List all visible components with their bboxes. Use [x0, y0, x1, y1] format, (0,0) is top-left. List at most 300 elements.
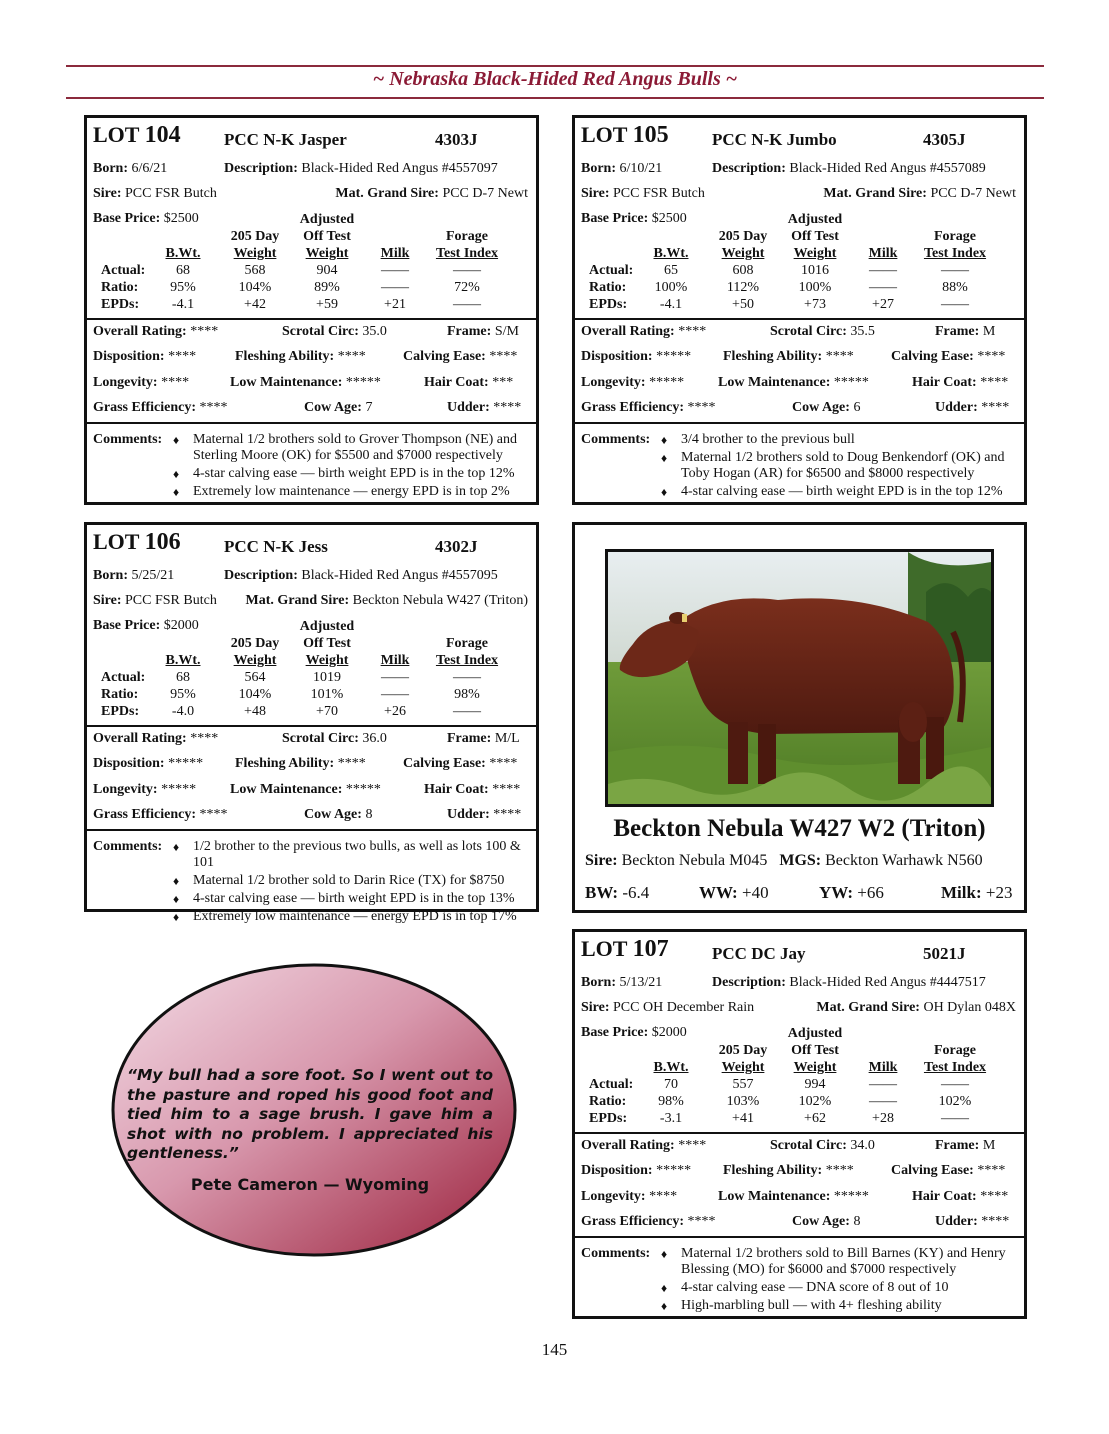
header-bwt-text: B.Wt.: [653, 246, 689, 261]
mgs-label: Mat. Grand Sire:: [245, 593, 350, 608]
cell-ratio-4: 102%: [938, 1094, 972, 1109]
comments-label: Comments:: [93, 432, 163, 447]
page-title: ~ Nebraska Black-Hided Red Angus Bulls ~: [372, 68, 738, 90]
cell-epds-4: ——: [453, 297, 481, 312]
rating-overall-value: ****: [678, 324, 707, 339]
born-value: 5/25/21: [131, 568, 175, 583]
mgs-field: [816, 1000, 1016, 1016]
rating-frame: [447, 324, 519, 340]
row-label-actual: Actual:: [589, 1077, 634, 1092]
rating-cow_age-value: 7: [365, 400, 373, 415]
col-header-adjusted: [780, 1025, 850, 1076]
rating-calving-label: Calving Ease:: [891, 349, 974, 364]
bullet-diamond-icon: ♦: [661, 451, 668, 465]
lot-number: [581, 936, 669, 963]
feature-sire-label: Sire:: [585, 852, 618, 869]
comment-item: [173, 839, 523, 871]
base-price-label: Base Price:: [581, 211, 649, 226]
rating-overall-value: ****: [190, 731, 219, 746]
col-header-milk: [853, 245, 913, 262]
rating-cow_age: [792, 1214, 860, 1230]
bullet-diamond-icon: ♦: [661, 433, 668, 447]
base-price-value: $2500: [163, 211, 199, 226]
sire-field: [581, 186, 705, 202]
rating-udder-label: Udder:: [935, 1214, 978, 1229]
header-forage-line1: Forage: [934, 1043, 976, 1058]
rating-calving: [403, 349, 517, 365]
cell-ratio-3: ——: [869, 1094, 897, 1109]
cell-ratio-1: 104%: [238, 280, 272, 295]
rating-scrotal: [770, 1138, 875, 1154]
born-label: Born:: [581, 975, 616, 990]
rating-frame: [447, 731, 520, 747]
comment-text: High-marbling bull — with 4+ fleshing ability: [681, 1298, 942, 1313]
cell-actual-1: 568: [244, 263, 266, 278]
lot-details: [575, 118, 1024, 320]
rating-disposition: [93, 349, 196, 365]
lot-details: [87, 118, 536, 320]
ratings-section: [575, 320, 1024, 424]
lot-prefix: LOT: [93, 529, 140, 554]
lot-number-value: 104: [144, 122, 181, 148]
lot-number: [93, 529, 181, 556]
col-header-forage: [422, 228, 512, 262]
base-price-value: $2500: [651, 211, 687, 226]
rating-disposition-value: *****: [168, 756, 204, 771]
feature-mgs-label: MGS:: [779, 852, 822, 869]
comments-label: Comments:: [581, 1246, 651, 1261]
header-adj-line3: Weight: [793, 246, 837, 261]
header-205-line1: 205 Day: [230, 229, 280, 244]
rating-longevity-value: ****: [649, 1189, 678, 1204]
lot-prefix: LOT: [581, 936, 628, 961]
header-forage-line2: Test Index: [923, 246, 987, 261]
col-header-adjusted: [780, 211, 850, 262]
bull-name: PCC N-K Jess: [224, 537, 328, 556]
rating-longevity-label: Longevity:: [93, 782, 158, 797]
description-field: [712, 975, 986, 991]
comment-text: Maternal 1/2 brothers sold to Grover Thompson (NE) and Sterling Moore (OK) for $5500 and $7000 respectively: [193, 432, 518, 463]
header-205-line2: Weight: [721, 1060, 765, 1075]
comments-label: Comments:: [581, 432, 651, 447]
rating-longevity-value: ****: [161, 375, 190, 390]
bullet-diamond-icon: ♦: [173, 892, 180, 906]
sire-value: PCC FSR Butch: [125, 186, 217, 201]
rating-cow_age: [304, 400, 372, 416]
header-adj-line1: Adjusted: [299, 212, 355, 227]
cell-epds-1: +42: [244, 297, 266, 312]
header-bwt-text: B.Wt.: [165, 653, 201, 668]
base-price-field: [581, 211, 687, 227]
rating-longevity-label: Longevity:: [581, 1189, 646, 1204]
row-label-ratio: Ratio:: [101, 280, 139, 295]
cell-actual-3: ——: [869, 263, 897, 278]
sire-field: [581, 1000, 754, 1016]
rating-longevity: [581, 1189, 677, 1205]
sire-value: PCC OH December Rain: [613, 1000, 755, 1015]
cell-ratio-2: 102%: [798, 1094, 832, 1109]
cell-actual-2: 904: [316, 263, 338, 278]
bull-code: 4303J: [435, 130, 478, 149]
feature-sire-name: Beckton Nebula W427 W2 (Triton): [613, 815, 986, 842]
row-label-epds: EPDs:: [589, 1111, 628, 1126]
description-label: Description:: [712, 161, 786, 176]
comment-item: [173, 909, 523, 925]
header-205-line2: Weight: [233, 653, 277, 668]
ratings-section: [87, 727, 536, 831]
cell-ratio-4: 88%: [942, 280, 968, 295]
feature-ww-label: WW:: [699, 883, 738, 902]
born-value: 6/6/21: [131, 161, 168, 176]
description-label: Description:: [224, 568, 298, 583]
cell-actual-0: 65: [664, 263, 678, 278]
sire-label: Sire:: [93, 186, 122, 201]
feature-bw-label: BW:: [585, 883, 619, 902]
comment-item: [173, 891, 523, 907]
rating-frame-label: Frame:: [935, 1138, 980, 1153]
rating-calving-value: ****: [977, 1163, 1006, 1178]
cell-ratio-3: ——: [869, 280, 897, 295]
row-label-actual: Actual:: [101, 670, 146, 685]
base-price-field: [581, 1025, 687, 1041]
rating-disposition-label: Disposition:: [93, 756, 165, 771]
cell-actual-0: 68: [176, 263, 190, 278]
header-205-line1: 205 Day: [230, 636, 280, 651]
rating-udder-value: ****: [493, 807, 522, 822]
rating-cow_age-label: Cow Age:: [304, 400, 362, 415]
rating-overall: [93, 324, 218, 340]
header-milk-text: Milk: [868, 246, 898, 261]
cell-epds-1: +50: [732, 297, 754, 312]
rating-udder-value: ****: [981, 1214, 1010, 1229]
lot-number-value: 105: [632, 122, 669, 148]
header-205-line1: 205 Day: [718, 229, 768, 244]
comment-text: 1/2 brother to the previous two bulls, as well as lots 100 & 101: [193, 839, 521, 870]
rating-scrotal-label: Scrotal Circ:: [770, 1138, 847, 1153]
rating-low_maint: [230, 782, 381, 798]
rating-scrotal-value: 35.5: [850, 324, 875, 339]
rating-grass: [93, 807, 228, 823]
rating-low_maint-value: *****: [345, 782, 381, 797]
row-label-actual: Actual:: [589, 263, 634, 278]
header-bwt-text: B.Wt.: [653, 1060, 689, 1075]
rating-fleshing: [235, 756, 366, 772]
col-header-adjusted: [292, 618, 362, 669]
rating-longevity-value: *****: [161, 782, 197, 797]
rating-fleshing-value: ****: [337, 756, 366, 771]
base-price-value: $2000: [651, 1025, 687, 1040]
col-header-205: [225, 635, 285, 669]
rating-scrotal-label: Scrotal Circ:: [770, 324, 847, 339]
rating-hair-label: Hair Coat:: [424, 375, 489, 390]
rating-scrotal: [282, 731, 387, 747]
comment-text: Maternal 1/2 brothers sold to Doug Benkendorf (OK) and Toby Hogan (AR) for $6500 and $8000 respectively: [681, 450, 1005, 481]
sire-value: PCC FSR Butch: [613, 186, 705, 201]
cell-ratio-0: 95%: [170, 280, 196, 295]
header-rule-bottom: [66, 97, 1044, 99]
row-label-epds: EPDs:: [101, 704, 140, 719]
col-header-forage: [910, 228, 1000, 262]
cell-actual-2: 994: [804, 1077, 826, 1092]
rating-longevity-label: Longevity:: [581, 375, 646, 390]
testimonial-author: Pete Cameron — Wyoming: [190, 1175, 430, 1194]
description-value: Black-Hided Red Angus #4447517: [789, 975, 986, 990]
comment-item: [173, 432, 523, 464]
cell-actual-4: ——: [453, 263, 481, 278]
cell-epds-4: ——: [453, 704, 481, 719]
comment-item: [173, 466, 523, 482]
rating-disposition: [581, 349, 691, 365]
rating-frame-label: Frame:: [447, 324, 492, 339]
comment-item: [661, 450, 1011, 482]
rating-cow_age-label: Cow Age:: [792, 400, 850, 415]
mgs-label: Mat. Grand Sire:: [335, 186, 439, 201]
description-field: [224, 161, 498, 177]
comment-text: 3/4 brother to the previous bull: [681, 432, 855, 447]
bull-image: [608, 552, 991, 804]
cell-actual-0: 70: [664, 1077, 678, 1092]
rating-hair: [424, 782, 520, 798]
col-header-bwt: [153, 245, 213, 262]
cell-ratio-4: 72%: [454, 280, 480, 295]
rating-frame: [935, 324, 995, 340]
bull-code: 4302J: [435, 537, 478, 556]
rating-grass-label: Grass Efficiency:: [581, 1214, 685, 1229]
rating-fleshing-value: ****: [825, 1163, 854, 1178]
bullet-diamond-icon: ♦: [661, 1247, 668, 1261]
rating-frame-label: Frame:: [935, 324, 980, 339]
header-forage-line1: Forage: [446, 229, 488, 244]
bullet-diamond-icon: ♦: [173, 840, 180, 854]
bullet-diamond-icon: ♦: [661, 1299, 668, 1313]
rating-hair-label: Hair Coat:: [912, 1189, 977, 1204]
cell-epds-3: +28: [872, 1111, 894, 1126]
col-header-milk: [853, 1059, 913, 1076]
rating-cow_age-label: Cow Age:: [792, 1214, 850, 1229]
cell-actual-4: ——: [453, 670, 481, 685]
comment-text: 4-star calving ease — birth weight EPD is in the top 12%: [193, 466, 515, 481]
col-header-adjusted: [292, 211, 362, 262]
lot-number-value: 106: [144, 529, 181, 555]
col-header-205: [713, 1042, 773, 1076]
comment-item: [661, 1246, 1011, 1278]
lot-details: [87, 525, 536, 727]
rating-longevity-value: *****: [649, 375, 685, 390]
rating-hair-value: ***: [492, 375, 514, 390]
col-header-forage: [422, 635, 512, 669]
rating-low_maint-value: *****: [833, 1189, 869, 1204]
cell-ratio-2: 101%: [310, 687, 344, 702]
feature-bw-value: -6.4: [622, 883, 650, 902]
col-header-205: [225, 228, 285, 262]
description-field: [224, 568, 498, 584]
header-milk-text: Milk: [380, 653, 410, 668]
rating-calving: [403, 756, 517, 772]
comment-item: [661, 484, 1011, 500]
bullet-diamond-icon: ♦: [173, 433, 180, 447]
header-adj-line1: Adjusted: [787, 1026, 843, 1041]
comment-text: 4-star calving ease — DNA score of 8 out of 10: [681, 1280, 949, 1295]
cell-ratio-3: ——: [381, 280, 409, 295]
born-label: Born:: [93, 568, 128, 583]
born-field: [581, 161, 662, 177]
ratings-section: [575, 1134, 1024, 1238]
header-adj-line1: Adjusted: [787, 212, 843, 227]
bull-code: 4305J: [923, 130, 966, 149]
rating-cow_age: [792, 400, 860, 416]
rating-disposition-label: Disposition:: [581, 349, 653, 364]
rating-hair: [912, 1189, 1008, 1205]
comment-item: [661, 432, 1011, 448]
mgs-field: [823, 186, 1016, 202]
cell-actual-4: ——: [941, 1077, 969, 1092]
rating-cow_age-value: 6: [853, 400, 861, 415]
born-field: [93, 568, 174, 584]
base-price-value: $2000: [163, 618, 199, 633]
cell-actual-3: ——: [381, 670, 409, 685]
cell-epds-1: +41: [732, 1111, 754, 1126]
lot-number: [93, 122, 181, 149]
description-value: Black-Hided Red Angus #4557095: [301, 568, 498, 583]
page-number: 145: [541, 1340, 568, 1359]
rating-calving-label: Calving Ease:: [403, 349, 486, 364]
lot-card-105: [572, 115, 1027, 505]
cell-actual-3: ——: [381, 263, 409, 278]
comment-item: [661, 1298, 1011, 1314]
feature-sire-card: [572, 522, 1027, 913]
rating-cow_age-value: 8: [365, 807, 373, 822]
header-milk-text: Milk: [380, 246, 410, 261]
header-205-line2: Weight: [233, 246, 277, 261]
rating-frame-value: S/M: [494, 324, 519, 339]
bull-name: PCC N-K Jasper: [224, 130, 347, 149]
cell-ratio-3: ——: [381, 687, 409, 702]
header-forage-line1: Forage: [446, 636, 488, 651]
header-adj-line2: Off Test: [791, 229, 839, 244]
col-header-milk: [365, 652, 425, 669]
sire-label: Sire:: [581, 186, 610, 201]
rating-grass-value: ****: [687, 1214, 716, 1229]
rating-hair-value: ****: [980, 1189, 1009, 1204]
rating-grass-value: ****: [687, 400, 716, 415]
rating-scrotal-value: 36.0: [362, 731, 387, 746]
rating-calving-value: ****: [489, 349, 518, 364]
bull-photo: [605, 549, 994, 807]
header-forage-line1: Forage: [934, 229, 976, 244]
bullet-diamond-icon: ♦: [173, 874, 180, 888]
row-label-actual: Actual:: [101, 263, 146, 278]
rating-overall: [581, 324, 706, 340]
col-header-forage: [910, 1042, 1000, 1076]
lot-details: [575, 932, 1024, 1134]
comments-label: Comments:: [93, 839, 163, 854]
rating-overall-label: Overall Rating:: [93, 324, 187, 339]
comment-text: 4-star calving ease — birth weight EPD is in the top 12%: [681, 484, 1003, 499]
row-label-ratio: Ratio:: [589, 1094, 627, 1109]
rating-calving-value: ****: [489, 756, 518, 771]
rating-scrotal: [770, 324, 875, 340]
description-label: Description:: [224, 161, 298, 176]
rating-grass-label: Grass Efficiency:: [581, 400, 685, 415]
sire-field: [93, 186, 217, 202]
rating-longevity: [93, 782, 196, 798]
bullet-diamond-icon: ♦: [661, 485, 668, 499]
header-adj-line1: Adjusted: [299, 619, 355, 634]
lot-prefix: LOT: [93, 122, 140, 147]
rating-overall-label: Overall Rating:: [581, 1138, 675, 1153]
cell-ratio-4: 98%: [454, 687, 480, 702]
mgs-value: PCC D-7 Newt: [442, 186, 528, 201]
rating-frame-label: Frame:: [447, 731, 492, 746]
rating-hair-value: ****: [492, 782, 521, 797]
feature-sire-line: [585, 852, 983, 870]
rating-low_maint: [718, 375, 869, 391]
rating-disposition-value: *****: [656, 349, 692, 364]
base-price-label: Base Price:: [93, 211, 161, 226]
rating-udder: [935, 1214, 1009, 1230]
cell-epds-0: -4.1: [659, 297, 683, 312]
rating-fleshing-label: Fleshing Ability:: [235, 349, 335, 364]
cell-epds-0: -4.1: [171, 297, 195, 312]
rating-grass-label: Grass Efficiency:: [93, 807, 197, 822]
cell-actual-1: 557: [732, 1077, 754, 1092]
comment-text: Maternal 1/2 brothers sold to Bill Barnes (KY) and Henry Blessing (MO) for $6000 and $7000 respectively: [681, 1246, 1006, 1277]
lot-card-104: [84, 115, 539, 505]
rating-disposition-label: Disposition:: [581, 1163, 653, 1178]
sire-label: Sire:: [93, 593, 122, 608]
mgs-field: [335, 186, 528, 202]
bull-code: 5021J: [923, 944, 966, 963]
cell-actual-3: ——: [869, 1077, 897, 1092]
header-205-line1: 205 Day: [718, 1043, 768, 1058]
rating-grass-label: Grass Efficiency:: [93, 400, 197, 415]
cell-actual-1: 564: [244, 670, 266, 685]
rating-low_maint-value: *****: [833, 375, 869, 390]
feature-yw: [819, 883, 884, 903]
description-value: Black-Hided Red Angus #4557097: [301, 161, 498, 176]
rating-fleshing-label: Fleshing Ability:: [723, 349, 823, 364]
rating-calving-value: ****: [977, 349, 1006, 364]
born-value: 6/10/21: [619, 161, 663, 176]
rating-hair-value: ****: [980, 375, 1009, 390]
cell-epds-0: -4.0: [171, 704, 195, 719]
col-header-milk: [365, 245, 425, 262]
comment-item: [173, 484, 523, 500]
rating-disposition: [93, 756, 203, 772]
rating-scrotal-value: 34.0: [850, 1138, 875, 1153]
base-price-label: Base Price:: [93, 618, 161, 633]
rating-grass: [93, 400, 228, 416]
rating-overall-value: ****: [190, 324, 219, 339]
comment-text: Extremely low maintenance — energy EPD is in top 17%: [193, 909, 517, 924]
cell-actual-2: 1016: [801, 263, 829, 278]
bullet-diamond-icon: ♦: [661, 1281, 668, 1295]
rating-frame-value: M: [982, 1138, 996, 1153]
rating-grass-value: ****: [199, 807, 228, 822]
mgs-value: OH Dylan 048X: [923, 1000, 1016, 1015]
feature-ww: [699, 883, 769, 903]
cell-ratio-0: 98%: [658, 1094, 684, 1109]
bullet-diamond-icon: ♦: [173, 467, 180, 481]
cell-ratio-2: 89%: [314, 280, 340, 295]
cell-ratio-0: 100%: [654, 280, 688, 295]
feature-bw: [585, 883, 649, 903]
header-adj-line3: Weight: [305, 246, 349, 261]
rating-scrotal: [282, 324, 387, 340]
cell-epds-2: +70: [316, 704, 338, 719]
rating-low_maint-value: *****: [345, 375, 381, 390]
lot-prefix: LOT: [581, 122, 628, 147]
